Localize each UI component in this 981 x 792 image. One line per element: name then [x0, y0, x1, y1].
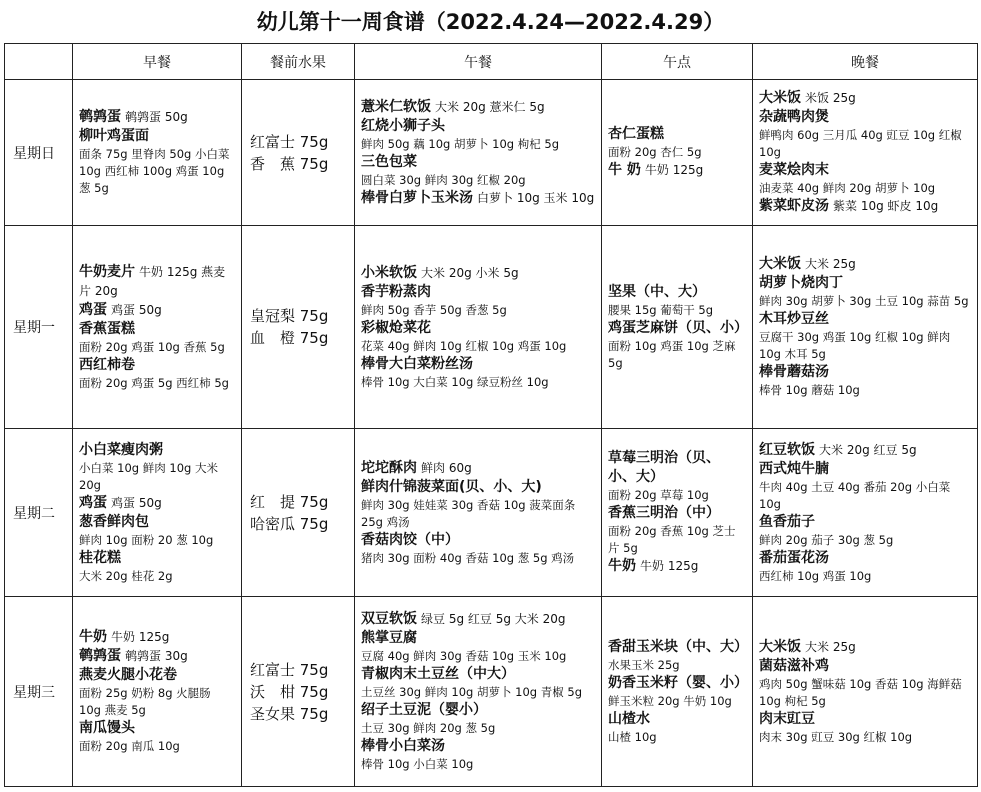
- dish-title: 柳叶鸡蛋面: [79, 128, 149, 144]
- fruit-item: 红富士 75g: [250, 132, 329, 151]
- dish-name: [759, 638, 971, 657]
- ingredients-line: 面粉 20g 鸡蛋 5g 西红柿 5g: [79, 375, 229, 390]
- dish-title: 鸡蛋: [79, 494, 107, 511]
- ingredients: 鲜肉 60g: [421, 460, 472, 475]
- ingredients-line: 面粉 20g 草莓 10g: [608, 488, 709, 502]
- dish-title: 棒骨小白菜汤: [361, 738, 445, 754]
- dish-name: [361, 355, 595, 374]
- ingredients: 大米 20g 红豆 5g: [819, 442, 917, 457]
- dish-name: [361, 283, 595, 302]
- header-breakfast: 早餐: [73, 44, 242, 80]
- dish-name: [361, 478, 595, 497]
- ingredients: 鹌鹑蛋 50g: [125, 110, 188, 124]
- day-label: 星期日: [5, 80, 73, 226]
- lunch-cell: [355, 80, 602, 226]
- dish-name: [759, 549, 971, 568]
- dish-name: [361, 189, 595, 208]
- ingredients-line: 鲜鸭肉 60g 三月瓜 40g 豇豆 10g 红椒 10g: [759, 128, 962, 159]
- dish-title: 双豆软饭: [361, 611, 417, 627]
- ingredients-line: 花菜 40g 鲜肉 10g 红椒 10g 鸡蛋 10g: [361, 338, 567, 353]
- header-dinner: 晚餐: [753, 44, 978, 80]
- dish-title: 牛奶: [79, 629, 107, 645]
- dish-name: [361, 665, 595, 684]
- ingredients: 鹌鹑蛋 30g: [125, 649, 188, 663]
- dish-name: [79, 513, 235, 532]
- dish-title: 菌菇滋补鸡: [759, 657, 829, 674]
- dish-title: 牛 奶: [608, 162, 641, 178]
- dish-name: [759, 441, 971, 460]
- fruit-item: 血 橙 75g: [250, 329, 329, 347]
- dish-name: [608, 161, 746, 180]
- dish-name: [361, 459, 595, 478]
- dish-title: 番茄蛋花汤: [759, 549, 829, 566]
- dish-title: 香蕉三明治（中）: [608, 505, 720, 521]
- ingredients: 牛奶 125g: [111, 630, 170, 644]
- table-row: [5, 429, 978, 597]
- dish-name: [361, 264, 595, 283]
- dish-name: [759, 197, 971, 216]
- dish-title: 大米饭: [759, 256, 801, 272]
- dish-title: 红烧小狮子头: [361, 117, 445, 134]
- ingredients: 绿豆 5g 红豆 5g 大米 20g: [421, 612, 566, 626]
- ingredients: 鸡蛋 50g: [111, 302, 162, 317]
- header-lunch: 午餐: [355, 44, 602, 80]
- dish-name: [79, 719, 235, 738]
- ingredients-line: 土豆丝 30g 鲜肉 10g 胡萝卜 10g 青椒 5g: [361, 685, 583, 699]
- breakfast-cell: [73, 597, 242, 787]
- dish-title: 大米饭: [759, 90, 801, 106]
- dish-title: 南瓜馒头: [79, 720, 135, 736]
- dish-name: [759, 460, 971, 479]
- header-corner: [5, 44, 73, 80]
- dish-name: [79, 127, 235, 146]
- dinner-cell: [753, 597, 978, 787]
- dish-name: [79, 441, 235, 460]
- dish-title: 棒骨白萝卜玉米汤: [361, 189, 473, 206]
- header-row: [5, 44, 978, 80]
- dish-title: 小白菜瘦肉粥: [79, 441, 163, 458]
- ingredients-line: 面粉 20g 南瓜 10g: [79, 739, 180, 753]
- dish-name: [759, 710, 971, 729]
- ingredients-line: 西红柿 10g 鸡蛋 10g: [759, 568, 872, 583]
- ingredients-line: 油麦菜 40g 鲜肉 20g 胡萝卜 10g: [759, 181, 936, 195]
- dish-name: [361, 153, 595, 172]
- ingredients-line: 鲜玉米粒 20g 牛奶 10g: [608, 693, 732, 708]
- ingredients-line: 豆腐 40g 鲜肉 30g 香菇 10g 玉米 10g: [361, 649, 567, 663]
- dish-title: 桂花糕: [79, 549, 121, 566]
- ingredients: 大米 25g: [805, 639, 856, 654]
- header-fruit: 餐前水果: [242, 44, 355, 80]
- ingredients-line: 面粉 20g 香蕉 10g 芝士片 5g: [608, 524, 736, 555]
- snack-cell: [602, 597, 753, 787]
- ingredients-line: 山楂 10g: [608, 729, 657, 744]
- dish-name: [361, 319, 595, 338]
- dish-name: [759, 657, 971, 676]
- table-row: [5, 597, 978, 787]
- ingredients-line: 鲜肉 50g 藕 10g 胡萝卜 10g 枸杞 5g: [361, 136, 560, 151]
- header-snack: 午点: [602, 44, 753, 80]
- ingredients: 白萝卜 10g 玉米 10g: [477, 190, 595, 205]
- ingredients-line: 面粉 25g 奶粉 8g 火腿肠 10g 燕麦 5g: [79, 686, 211, 717]
- dish-title: 麦菜烩肉末: [759, 162, 829, 178]
- dish-title: 香菇肉饺（中）: [361, 531, 459, 548]
- dish-name: [608, 319, 746, 338]
- ingredients-line: 水果玉米 25g: [608, 657, 680, 672]
- dish-name: [79, 647, 235, 666]
- dish-title: 西红柿卷: [79, 356, 135, 373]
- fruit-item: 红富士 75g: [250, 660, 329, 679]
- fruit-item: 红 提 75g: [250, 492, 329, 511]
- ingredients-line: 面粉 20g 鸡蛋 10g 香蕉 5g: [79, 339, 225, 354]
- ingredients: 紫菜 10g 虾皮 10g: [833, 199, 939, 213]
- ingredients: 大米 25g: [805, 257, 856, 271]
- ingredients: 鸡蛋 50g: [111, 495, 162, 510]
- dish-title: 红豆软饭: [759, 441, 815, 458]
- dish-name: [608, 638, 746, 657]
- day-label: 星期三: [5, 597, 73, 787]
- dish-name: [361, 117, 595, 136]
- snack-cell: [602, 80, 753, 226]
- dish-title: 奶香玉米籽（婴、小）: [608, 674, 748, 691]
- dish-title: 青椒肉末土豆丝（中大）: [361, 666, 515, 682]
- dish-name: [79, 494, 235, 513]
- ingredients-line: 面粉 10g 鸡蛋 10g 芝麻 5g: [608, 338, 736, 370]
- ingredients: 大米 20g 薏米仁 5g: [435, 99, 545, 114]
- dish-name: [79, 666, 235, 685]
- ingredients-line: 面条 75g 里脊肉 50g 小白菜 10g 西红柿 100g 鸡蛋 10g 葱 5g: [79, 147, 230, 195]
- ingredients-line: 肉末 30g 豇豆 30g 红椒 10g: [759, 729, 913, 744]
- dish-name: [759, 255, 971, 274]
- dish-title: 三色包菜: [361, 153, 417, 170]
- ingredients-line: 土豆 30g 鲜肉 20g 葱 5g: [361, 721, 496, 735]
- ingredients-line: 棒骨 10g 大白菜 10g 绿豆粉丝 10g: [361, 374, 549, 389]
- dish-title: 牛奶: [608, 558, 636, 574]
- ingredients-line: 鲜肉 50g 香芋 50g 香葱 5g: [361, 302, 507, 317]
- dish-title: 鸡蛋芝麻饼（贝、小）: [608, 319, 748, 336]
- dish-title: 鹌鹑蛋: [79, 648, 121, 664]
- breakfast-cell: [73, 226, 242, 429]
- dish-name: [608, 283, 746, 302]
- dish-name: [79, 628, 235, 647]
- dish-title: 薏米仁软饭: [361, 98, 431, 115]
- page-title: 幼儿第十一周食谱（2022.4.24—2022.4.29）: [256, 10, 725, 34]
- dish-name: [608, 125, 746, 144]
- dish-name: [759, 513, 971, 532]
- dish-title: 紫菜虾皮汤: [759, 198, 829, 214]
- dish-title: 香甜玉米块（中、大）: [608, 638, 748, 655]
- dish-name: [608, 504, 746, 523]
- dish-name: [79, 356, 235, 375]
- dish-title: 香蕉蛋糕: [79, 320, 135, 337]
- ingredients-line: 鲜肉 10g 面粉 20 葱 10g: [79, 532, 214, 547]
- dish-title: 鸡蛋: [79, 301, 107, 318]
- ingredients: 牛奶 125g 燕麦片 20g: [79, 264, 226, 298]
- fruit-cell: [242, 597, 355, 787]
- dish-name: [759, 108, 971, 127]
- ingredients-line: 豆腐干 30g 鸡蛋 10g 红椒 10g 鲜肉 10g 木耳 5g: [759, 330, 951, 361]
- dish-title: 杏仁蛋糕: [608, 126, 664, 142]
- dish-title: 绍子土豆泥（婴小）: [361, 702, 487, 718]
- ingredients-line: 鲜肉 30g 胡萝卜 30g 土豆 10g 蒜苗 5g: [759, 294, 969, 308]
- dish-title: 大米饭: [759, 638, 801, 655]
- dish-name: [759, 89, 971, 108]
- lunch-cell: [355, 226, 602, 429]
- dish-name: [361, 629, 595, 648]
- dish-title: 胡萝卜烧肉丁: [759, 275, 843, 291]
- dish-title: 香芋粉蒸肉: [361, 283, 431, 300]
- dish-title: 坨坨酥肉: [361, 459, 417, 476]
- table-row: [5, 80, 978, 226]
- ingredients-line: 棒骨 10g 小白菜 10g: [361, 757, 474, 771]
- dish-name: [608, 449, 746, 487]
- dish-title: 燕麦火腿小花卷: [79, 667, 177, 683]
- fruit-item: 沃 柑 75g: [250, 682, 329, 701]
- dish-name: [759, 274, 971, 293]
- ingredients-line: 腰果 15g 葡萄干 5g: [608, 302, 714, 317]
- breakfast-cell: [73, 429, 242, 597]
- fruit-cell: [242, 429, 355, 597]
- ingredients: 大米 20g 小米 5g: [421, 265, 519, 280]
- dish-name: [361, 98, 595, 117]
- dish-name: [361, 701, 595, 720]
- dish-title: 鱼香茄子: [759, 513, 815, 530]
- dish-name: [79, 301, 235, 320]
- dish-title: 小米软饭: [361, 264, 417, 281]
- fruit-item: 香 蕉 75g: [250, 154, 329, 173]
- ingredients-line: 圆白菜 30g 鲜肉 30g 红椒 20g: [361, 172, 526, 187]
- dish-name: [361, 610, 595, 629]
- ingredients-line: 小白菜 10g 鲜肉 10g 大米 20g: [79, 460, 218, 492]
- ingredients: 牛奶 125g: [640, 559, 699, 573]
- dinner-cell: [753, 429, 978, 597]
- breakfast-cell: [73, 80, 242, 226]
- fruit-item: 哈密瓜 75g: [250, 514, 329, 533]
- ingredients-line: 鲜肉 20g 茄子 30g 葱 5g: [759, 532, 894, 547]
- dish-name: [759, 161, 971, 180]
- dish-name: [79, 263, 235, 301]
- dish-name: [79, 108, 235, 127]
- ingredients-line: 大米 20g 桂花 2g: [79, 568, 173, 583]
- dish-title: 棒骨大白菜粉丝汤: [361, 355, 473, 372]
- fruit-item: 圣女果 75g: [250, 704, 329, 723]
- ingredients: 米饭 25g: [805, 91, 856, 105]
- ingredients: 牛奶 125g: [644, 163, 704, 177]
- lunch-cell: [355, 429, 602, 597]
- dish-title: 坚果（中、大）: [608, 283, 706, 300]
- fruit-cell: [242, 226, 355, 429]
- snack-cell: [602, 429, 753, 597]
- ingredients-line: 面粉 20g 杏仁 5g: [608, 145, 702, 159]
- dish-name: [608, 674, 746, 693]
- day-label: 星期二: [5, 429, 73, 597]
- dish-name: [759, 310, 971, 329]
- dish-name: [361, 737, 595, 756]
- dish-title: 草莓三明治（贝、小、大）: [608, 450, 720, 485]
- dish-title: 杂蔬鸭肉煲: [759, 109, 829, 125]
- dish-title: 棒骨蘑菇汤: [759, 364, 829, 380]
- dish-title: 葱香鲜肉包: [79, 513, 149, 530]
- ingredients-line: 鸡肉 50g 蟹味菇 10g 香菇 10g 海鲜菇 10g 枸杞 5g: [759, 676, 962, 708]
- snack-cell: [602, 226, 753, 429]
- lunch-cell: [355, 597, 602, 787]
- dish-name: [79, 549, 235, 568]
- dish-name: [759, 363, 971, 382]
- dish-name: [361, 531, 595, 550]
- ingredients-line: 鲜肉 30g 娃娃菜 30g 香菇 10g 菠菜面条 25g 鸡汤: [361, 497, 576, 529]
- dish-title: 牛奶麦片: [79, 263, 135, 280]
- ingredients-line: 牛肉 40g 土豆 40g 番茄 20g 小白菜 10g: [759, 479, 951, 511]
- dish-title: 彩椒炝菜花: [361, 319, 431, 336]
- dish-title: 熊掌豆腐: [361, 630, 417, 646]
- fruit-item: 皇冠梨 75g: [250, 307, 329, 325]
- dish-title: 山楂水: [608, 710, 650, 727]
- day-label: 星期一: [5, 226, 73, 429]
- ingredients-line: 猪肉 30g 面粉 40g 香菇 10g 葱 5g 鸡汤: [361, 550, 575, 565]
- dinner-cell: [753, 226, 978, 429]
- dinner-cell: [753, 80, 978, 226]
- dish-title: 肉末豇豆: [759, 710, 815, 727]
- dish-name: [608, 557, 746, 576]
- menu-table: [4, 43, 978, 787]
- dish-title: 木耳炒豆丝: [759, 311, 829, 327]
- dish-title: 鹌鹑蛋: [79, 109, 121, 125]
- dish-title: 鲜肉什锦菠菜面(贝、小、大): [361, 478, 542, 495]
- dish-name: [608, 710, 746, 729]
- dish-title: 西式炖牛腩: [759, 460, 829, 477]
- dish-name: [79, 320, 235, 339]
- ingredients-line: 棒骨 10g 蘑菇 10g: [759, 383, 860, 397]
- table-row: [5, 226, 978, 429]
- fruit-cell: [242, 80, 355, 226]
